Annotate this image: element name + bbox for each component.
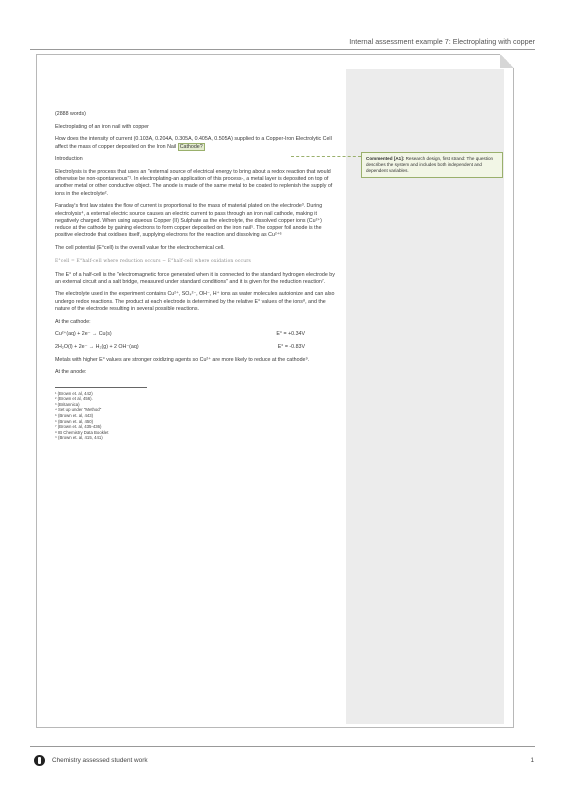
footnote-rule <box>55 387 147 388</box>
footer-rule <box>30 746 535 747</box>
document-page <box>36 54 514 728</box>
paragraph-electrolyte: The electrolyte used in the experiment contains Cu²⁺, SO₄²⁻, OH⁻, H⁺ ions as water molecules autoionize and can also undergo redox reactions. The product at each electrode is determined by the relative E° values of the ions⁸, and the nature of the electrode resulting in several possible reactions. <box>55 291 335 312</box>
reaction-potential: E° = +0.34V <box>276 331 305 338</box>
cathode-heading: At the cathode: <box>55 318 91 325</box>
doc-title: Electroplating of an iron nail with copper <box>55 123 149 130</box>
reaction-potential: E° = -0.83V <box>277 343 305 350</box>
footnote-item: ⁷ (Brown et. al, 435-436) <box>55 424 102 430</box>
anode-heading: At the anode: <box>55 369 87 376</box>
paragraph-half-cell: The E° of a half-cell is the "electromagnetic force generated when it is connected to the standard hydrogen electrode by an external circuit and a salt bridge, measured under standard conditions" and it is given for the reduction reaction⁷. <box>55 271 335 285</box>
ib-logo-icon <box>34 755 45 766</box>
document-body <box>55 111 335 441</box>
paragraph-cell-potential: The cell potential (E°cell) is the overall value for the electrochemical cell. <box>55 244 225 251</box>
footnote-item: ⁴ Set up under "Method" <box>55 407 102 413</box>
comment-author: Commented [A1]: <box>366 156 405 161</box>
footnote-item: ² (Brown et al, 456). <box>55 396 93 402</box>
research-question <box>55 136 335 150</box>
word-count: (2888 words) <box>55 111 86 117</box>
footnote-item: ¹ (Brown et. al, 442) <box>55 390 93 396</box>
page-number: 1 <box>530 757 534 764</box>
footnote-item: ³ (Britannica) <box>55 401 80 407</box>
footer-text: Chemistry assessed student work <box>52 757 148 764</box>
header-rule <box>30 49 535 50</box>
cell-potential-equation <box>55 258 335 267</box>
reaction-row <box>55 331 305 338</box>
intro-heading: Introduction <box>55 156 83 163</box>
rq-text: How does the intensity of current (0.103A, 0.204A, 0.305A, 0.405A, 0.505A) supplied to a Copper-Iron Electrolytic Cell affect the mass of copper deposited on the Iron Nail <box>55 136 332 150</box>
footnote-item: ⁶ (Brown et. al, 450) <box>55 418 94 424</box>
header-title: Internal assessment example 7: Electroplating with copper <box>349 37 535 46</box>
page-fold-corner <box>500 54 514 68</box>
reaction-equation: 2H₂O(l) + 2e⁻ → H₂(g) + 2 OH⁻(aq) <box>55 343 139 350</box>
footnote-item: ⁹ (Brown et. al, 415, 441) <box>55 435 103 441</box>
reaction-equation: Cu²⁺(aq) + 2e⁻ → Cu(s) <box>55 331 112 338</box>
comment-text: Research design, first strand: The question describes the system and includes both independent and dependent variables. <box>366 156 494 173</box>
paragraph-metals: Metals with higher E° values are stronger oxidizing agents so Cu²⁺ are more likely to reduce at the cathode⁹. <box>55 356 310 363</box>
rq-highlight[interactable]: Cathode? <box>179 143 203 150</box>
footnote-item: ⁵ (Brown et. al, 443) <box>55 412 94 418</box>
reaction-row <box>55 344 305 351</box>
footnote-item: ⁸ IB Chemistry Data Booklet <box>55 429 109 435</box>
comment-balloon[interactable] <box>361 152 503 178</box>
paragraph-electrolysis: Electrolysis is the process that uses an "external source of electrical energy to bring about a redox reaction that would otherwise be non-spontaneous"¹. In electroplating-an application of this process-, a metal layer is deposited on top of another metal or other conductive object. The anode is made of the same metal to be coated to replenish the supply of ions in the electrolyte². <box>55 169 333 197</box>
paragraph-faraday: Faraday's first law states the flow of current is proportional to the mass of material plated on the electrode³. During electrolysis⁴, a external electric source causes an electric current to pass through an iron nail cathode, making it negatively charged. When using aqueous Copper (II) Sulphate as the electrolyte, the dissolved copper ions (Cu²⁺) reduce at the cathode by gaining electrons to form copper deposited on the iron nail⁵. The copper foil anode is the positive electrode that oxidises itself, supplying electrons for the reaction and dissolving as Cu²⁺⁶ <box>55 203 323 239</box>
equation-text: E°cell = E°half-cell where reduction occurs − E°half-cell where oxidation occurs <box>55 259 251 265</box>
